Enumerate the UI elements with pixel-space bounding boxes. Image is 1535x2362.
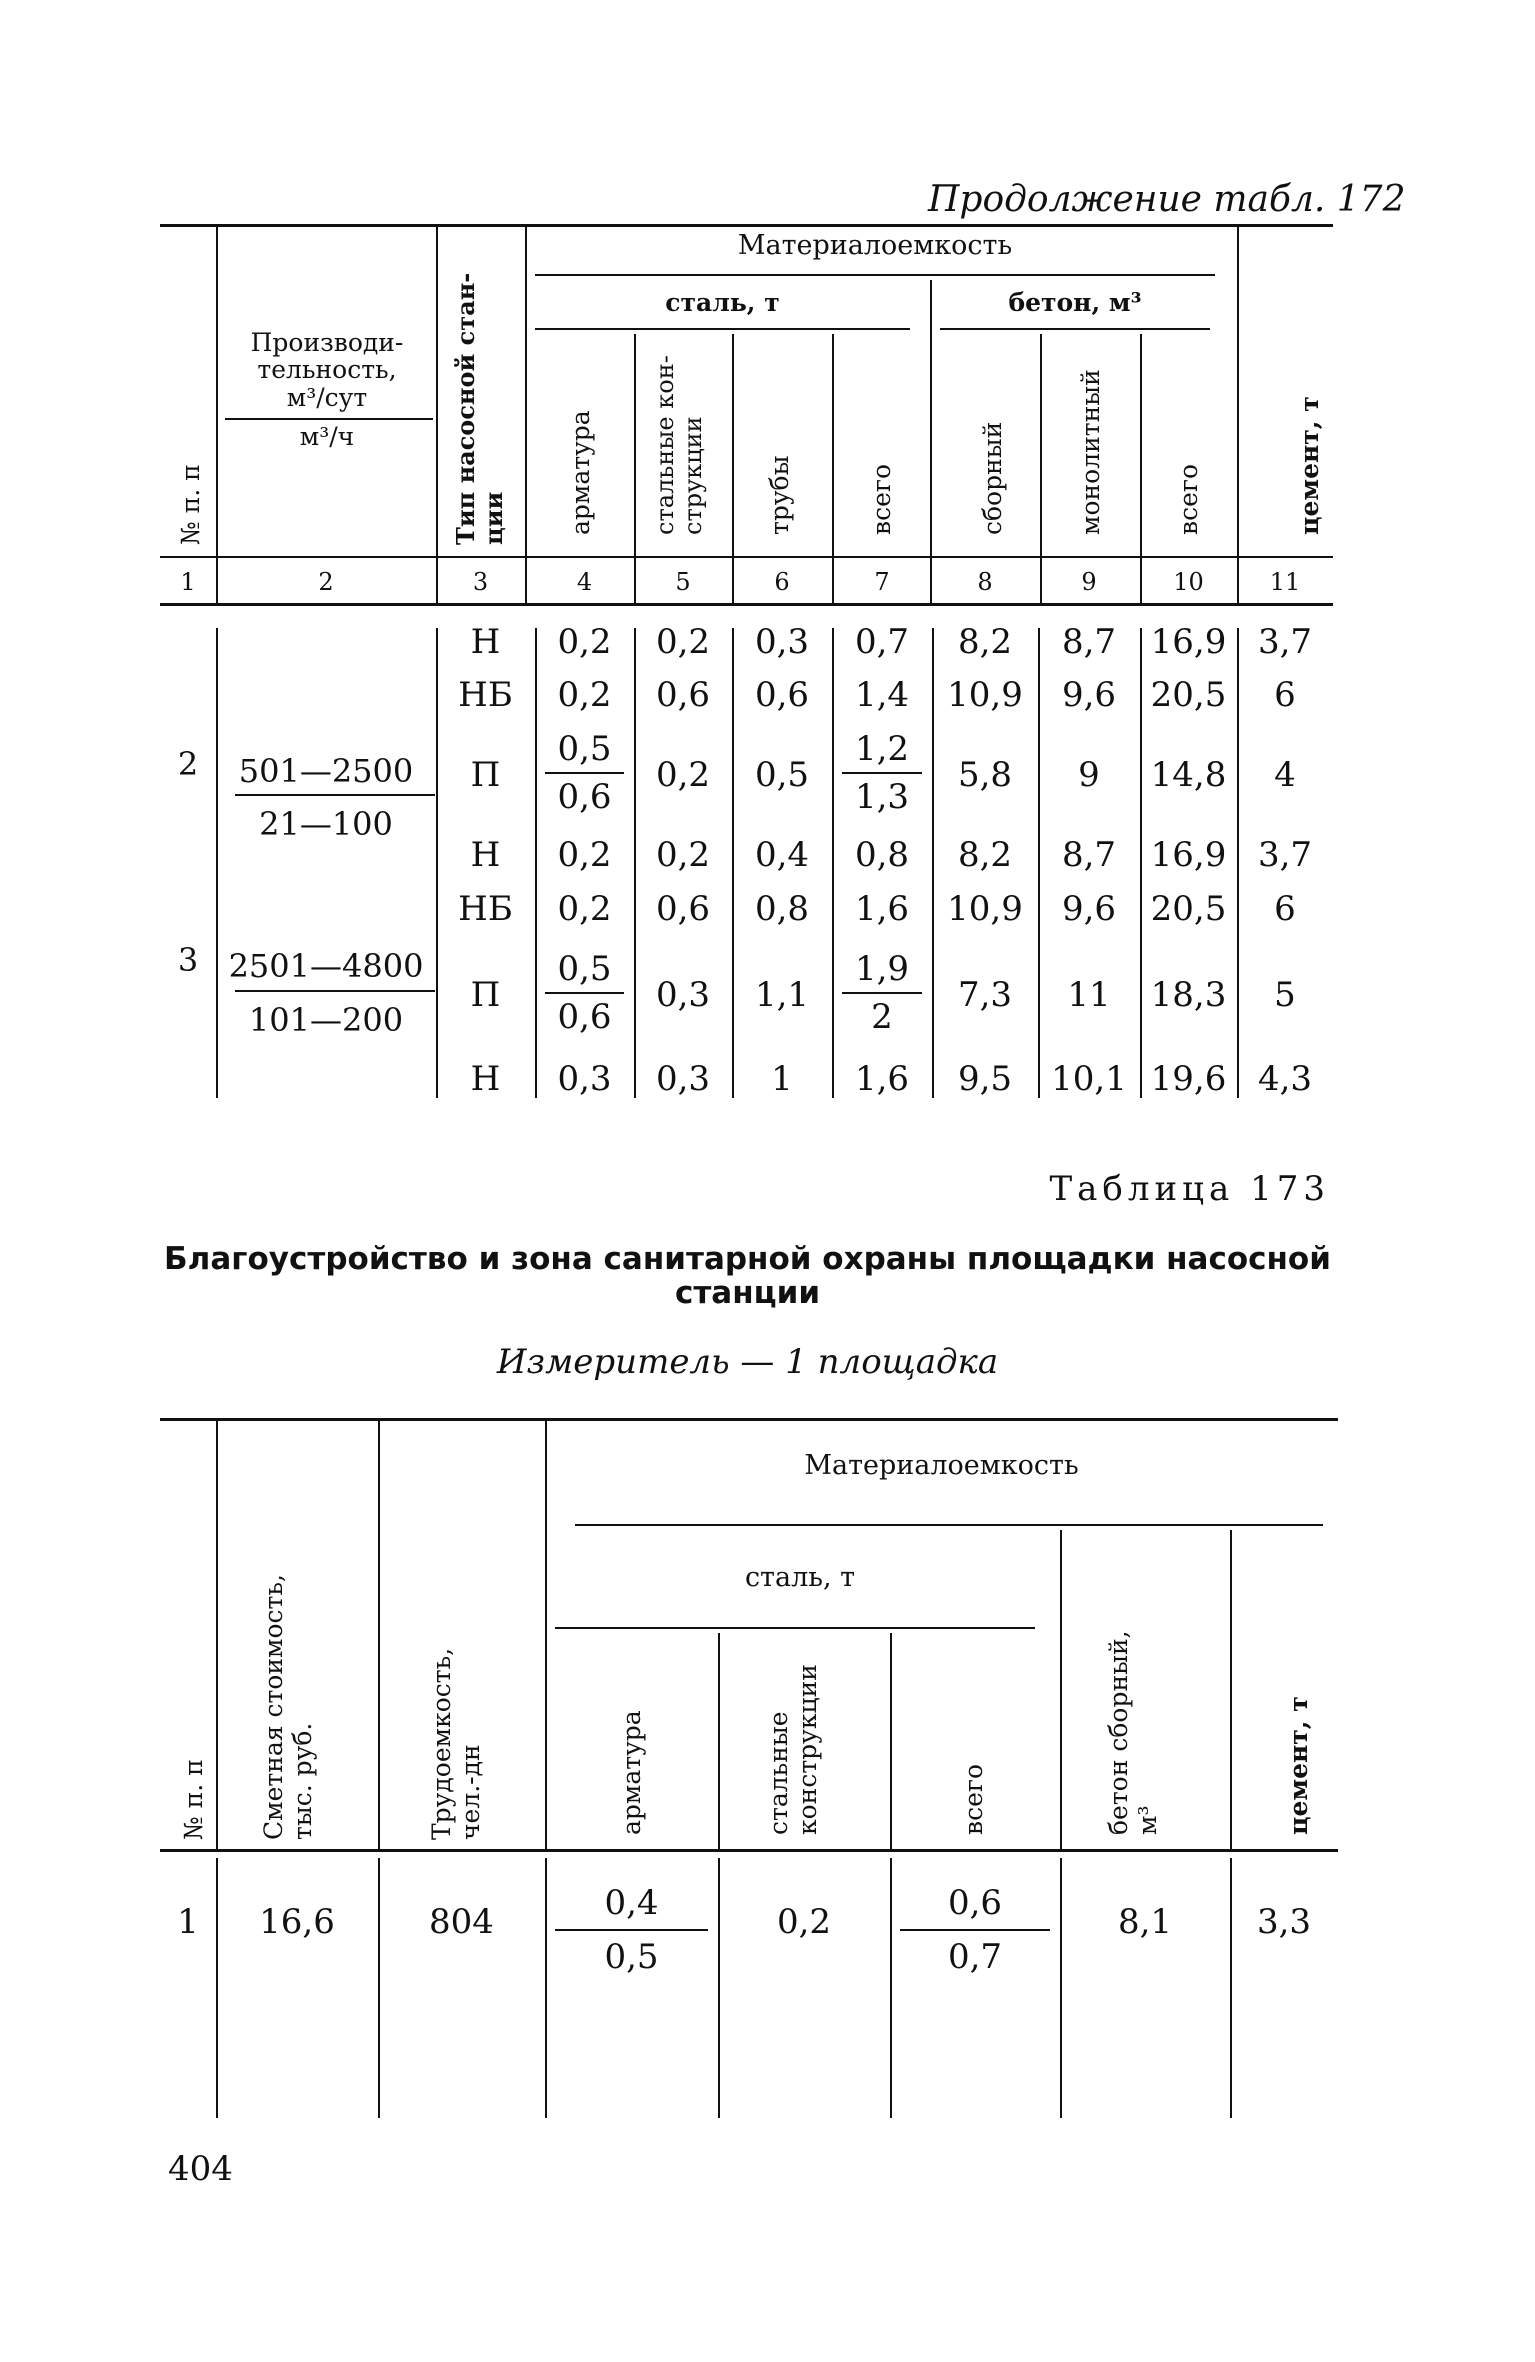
t173-row-armatura-top: 0,4 bbox=[604, 1883, 659, 1923]
cell-pipes: 0,6 bbox=[754, 675, 810, 715]
cell-armatura-top: 0,5 bbox=[557, 729, 612, 769]
t172-top-rule bbox=[160, 224, 1333, 227]
cell-mono: 9 bbox=[1078, 755, 1100, 795]
cell-armatura-top: 0,5 bbox=[557, 949, 612, 989]
cell-ctot: 14,8 bbox=[1150, 755, 1227, 795]
cell-tot: 1,6 bbox=[854, 889, 910, 929]
colnum: 3 bbox=[472, 568, 489, 596]
cell-type: П bbox=[470, 975, 501, 1015]
group-productivity-hour: 101—200 bbox=[248, 1001, 404, 1039]
cell-mono: 8,7 bbox=[1061, 622, 1117, 662]
cell-ctot: 20,5 bbox=[1150, 889, 1227, 929]
cell-sc: 0,2 bbox=[655, 835, 711, 875]
t172-col-productivity-2: тельность, bbox=[257, 355, 397, 384]
cell-sc: 0,3 bbox=[655, 975, 711, 1015]
t173-col-no: № п. п bbox=[179, 1759, 208, 1840]
t172-col-productivity-unit-hour: м³/ч bbox=[299, 422, 355, 451]
colnum: 6 bbox=[774, 568, 790, 596]
t172-col-productivity-unit-day: м³/сут bbox=[286, 383, 368, 412]
cell-arm: 0,2 bbox=[557, 622, 612, 662]
cell-mono: 10,1 bbox=[1051, 1059, 1127, 1099]
t173-title-2: станции bbox=[674, 1275, 821, 1311]
colnum: 5 bbox=[675, 568, 691, 596]
cell-pre: 5,8 bbox=[957, 755, 1013, 795]
cell-pre: 8,2 bbox=[957, 835, 1013, 875]
t173-steel-header: сталь, т bbox=[744, 1562, 856, 1593]
t172-col-concrete-total: всего bbox=[1174, 463, 1203, 535]
cell-sc: 0,6 bbox=[655, 889, 711, 929]
cell-ctot: 16,9 bbox=[1150, 835, 1227, 875]
t172-concrete-header: бетон, м³ bbox=[1008, 288, 1142, 317]
cell-cem: 4,3 bbox=[1257, 1059, 1313, 1099]
continuation-caption: Продолжение табл. 172 bbox=[928, 179, 1406, 220]
cell-type: НБ bbox=[458, 675, 513, 715]
t172-col-steel-total: всего bbox=[867, 463, 896, 535]
colnum: 2 bbox=[318, 568, 334, 596]
cell-ctot: 18,3 bbox=[1150, 975, 1227, 1015]
t173-label: Таблица 173 bbox=[1049, 1169, 1330, 1209]
cell-steel-total-top: 1,2 bbox=[854, 729, 910, 769]
cell-cem: 3,7 bbox=[1257, 622, 1313, 662]
cell-ctot: 20,5 bbox=[1150, 675, 1227, 715]
t173-row-total-bottom: 0,7 bbox=[947, 1937, 1003, 1977]
t173-row-total-top: 0,6 bbox=[947, 1883, 1003, 1923]
t172-col-steel-constructions: стальные кон-струкции bbox=[651, 355, 707, 535]
cell-cem: 6 bbox=[1274, 889, 1296, 929]
cell-arm: 0,3 bbox=[557, 1059, 612, 1099]
cell-tot: 0,7 bbox=[854, 622, 910, 662]
cell-sc: 0,3 bbox=[655, 1059, 711, 1099]
t172-col-pipes: трубы bbox=[765, 455, 794, 535]
cell-cem: 4 bbox=[1274, 755, 1296, 795]
cell-pipes: 0,5 bbox=[754, 755, 810, 795]
cell-sc: 0,6 bbox=[655, 675, 711, 715]
cell-sc: 0,2 bbox=[655, 755, 711, 795]
cell-type: П bbox=[470, 755, 501, 795]
t172-col-armatura: арматура bbox=[566, 410, 595, 535]
page-number: 404 bbox=[168, 2149, 233, 2189]
cell-type: НБ bbox=[458, 889, 513, 929]
t172-col-monolithic: монолитный bbox=[1076, 369, 1105, 535]
t172-col-productivity: Производи- bbox=[250, 328, 404, 357]
t173-row-cement: 3,3 bbox=[1256, 1902, 1312, 1942]
t172-materials-header: Материалоемкость bbox=[737, 230, 1013, 261]
cell-tot: 1,4 bbox=[854, 675, 910, 715]
cell-mono: 8,7 bbox=[1061, 835, 1117, 875]
cell-mono: 11 bbox=[1067, 975, 1111, 1015]
colnum: 11 bbox=[1269, 568, 1301, 596]
cell-pipes: 0,3 bbox=[754, 622, 810, 662]
t172-header-bottom-rule bbox=[160, 603, 1333, 606]
cell-arm: 0,2 bbox=[557, 675, 612, 715]
cell-tot: 1,6 bbox=[854, 1059, 910, 1099]
cell-mono: 9,6 bbox=[1061, 675, 1117, 715]
t173-col-concrete: бетон сборный, м³ bbox=[1104, 1630, 1162, 1835]
cell-pipes: 1,1 bbox=[754, 975, 810, 1015]
t172-col-cement: цемент, т bbox=[1295, 396, 1324, 535]
colnum: 9 bbox=[1081, 568, 1097, 596]
t173-title: Благоустройство и зона санитарной охраны площадки насосной bbox=[164, 1241, 1331, 1277]
cell-tot: 0,8 bbox=[854, 835, 910, 875]
t173-measure: Измеритель — 1 площадка bbox=[496, 1342, 999, 1382]
t173-row-steel-constructions: 0,2 bbox=[776, 1902, 832, 1942]
t173-col-labor: Трудоемкость, чел.-дн bbox=[427, 1647, 485, 1840]
cell-pre: 9,5 bbox=[957, 1059, 1013, 1099]
cell-ctot: 16,9 bbox=[1150, 622, 1227, 662]
cell-type: Н bbox=[470, 1059, 501, 1099]
cell-type: Н bbox=[470, 835, 501, 875]
cell-pipes: 0,4 bbox=[754, 835, 810, 875]
cell-steel-total-bottom: 1,3 bbox=[854, 777, 910, 817]
colnum: 1 bbox=[180, 568, 196, 596]
colnum: 10 bbox=[1173, 568, 1204, 596]
cell-pre: 10,9 bbox=[947, 889, 1023, 929]
cell-pre: 7,3 bbox=[957, 975, 1013, 1015]
cell-armatura-bottom: 0,6 bbox=[557, 777, 612, 817]
colnum: 4 bbox=[576, 568, 593, 596]
t172-col-no: № п. п bbox=[176, 464, 205, 545]
t173-row-labor: 804 bbox=[429, 1902, 494, 1942]
t173-col-estimated-cost: Сметная стоимость, тыс. руб. bbox=[259, 1574, 317, 1840]
cell-pipes: 0,8 bbox=[754, 889, 810, 929]
cell-steel-total-bottom: 2 bbox=[871, 997, 893, 1037]
group-no: 2 bbox=[177, 745, 199, 783]
cell-steel-total-top: 1,9 bbox=[854, 949, 910, 989]
t173-col-steel-constructions: стальные конструкции bbox=[764, 1664, 822, 1835]
t172-col-prefab: сборный bbox=[978, 421, 1007, 535]
cell-mono: 9,6 bbox=[1061, 889, 1117, 929]
colnum: 7 bbox=[874, 568, 890, 596]
cell-arm: 0,2 bbox=[557, 889, 612, 929]
cell-ctot: 19,6 bbox=[1150, 1059, 1227, 1099]
cell-pipes: 1 bbox=[771, 1059, 793, 1099]
cell-cem: 6 bbox=[1274, 675, 1296, 715]
t173-col-cement: цемент, т bbox=[1284, 1696, 1313, 1835]
group-productivity-hour: 21—100 bbox=[259, 805, 393, 843]
t172-steel-header: сталь, т bbox=[665, 288, 780, 317]
group-no: 3 bbox=[177, 941, 199, 979]
cell-sc: 0,2 bbox=[655, 622, 711, 662]
t173-col-total: всего bbox=[959, 1763, 988, 1835]
t173-row-cost: 16,6 bbox=[259, 1902, 335, 1942]
t173-header-bottom-rule bbox=[160, 1849, 1338, 1852]
t172-col-station-type: Тип насосной стан-ции bbox=[451, 272, 508, 545]
cell-cem: 5 bbox=[1274, 975, 1296, 1015]
t173-top-rule bbox=[160, 1418, 1338, 1421]
t173-row-concrete: 8,1 bbox=[1117, 1902, 1173, 1942]
t173-materials-header: Материалоемкость bbox=[804, 1450, 1079, 1481]
cell-arm: 0,2 bbox=[557, 835, 612, 875]
cell-armatura-bottom: 0,6 bbox=[557, 997, 612, 1037]
t173-row-armatura-bottom: 0,5 bbox=[604, 1937, 659, 1977]
t173-col-armatura: арматура bbox=[617, 1710, 646, 1835]
group-productivity-day: 501—2500 bbox=[238, 752, 414, 790]
cell-pre: 8,2 bbox=[957, 622, 1013, 662]
colnum: 8 bbox=[977, 568, 993, 596]
cell-cem: 3,7 bbox=[1257, 835, 1313, 875]
cell-type: Н bbox=[470, 622, 501, 662]
group-productivity-day: 2501—4800 bbox=[228, 947, 424, 985]
cell-pre: 10,9 bbox=[947, 675, 1023, 715]
t173-row-no: 1 bbox=[177, 1902, 199, 1942]
